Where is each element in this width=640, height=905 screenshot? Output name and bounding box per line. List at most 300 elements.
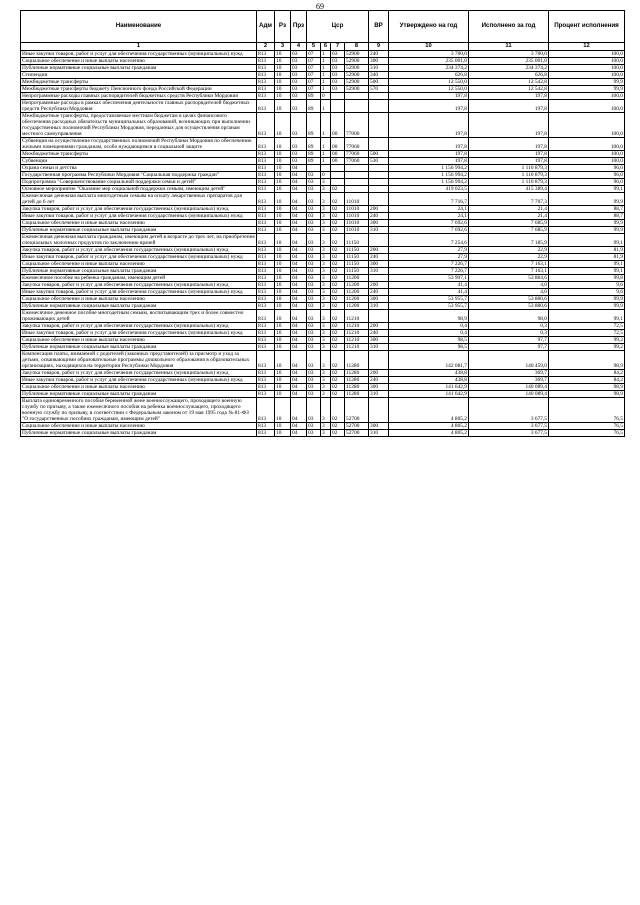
row-name: Социальное обеспечение и иные выплаты населению bbox=[21, 261, 257, 268]
table-row bbox=[21, 330, 625, 337]
row-percent: 100,0 bbox=[549, 65, 625, 72]
row-csr-program: 03 bbox=[307, 186, 321, 193]
row-rz: 10 bbox=[275, 51, 291, 58]
row-percent: 72,5 bbox=[549, 330, 625, 337]
row-percent: 100,0 bbox=[549, 100, 625, 113]
row-csr-subprogram: 1 bbox=[321, 72, 331, 79]
row-vr: 310 bbox=[369, 391, 389, 398]
row-prz: 04 bbox=[291, 186, 307, 193]
row-name: Публичные нормативные социальные выплаты гражданам bbox=[21, 65, 257, 72]
row-name: Иные закупки товаров, работ и услуг для обеспечения государственных (муниципальных) нужд bbox=[21, 213, 257, 220]
row-csr-subprogram: 3 bbox=[321, 282, 331, 289]
table-row bbox=[21, 172, 625, 179]
row-prz: 03 bbox=[291, 86, 307, 93]
row-csr-subprogram: 1 bbox=[321, 138, 331, 151]
row-csr-direction: 11210 bbox=[345, 323, 369, 330]
row-executed: 7 163,1 bbox=[469, 261, 549, 268]
table-row bbox=[21, 430, 625, 437]
table-row bbox=[21, 234, 625, 247]
row-csr-program: 03 bbox=[307, 220, 321, 227]
row-csr-program: 07 bbox=[307, 58, 321, 65]
column-number: 10 bbox=[389, 43, 469, 51]
row-prz: 03 bbox=[291, 93, 307, 100]
row-vr: 240 bbox=[369, 51, 389, 58]
column-number: 8 bbox=[345, 43, 369, 51]
row-adm: 813 bbox=[257, 113, 275, 138]
row-approved: 98,9 bbox=[389, 310, 469, 323]
row-csr-program: 89 bbox=[307, 113, 321, 138]
row-percent: 99,2 bbox=[549, 344, 625, 351]
row-approved: 98,5 bbox=[389, 344, 469, 351]
row-vr: 200 bbox=[369, 206, 389, 213]
row-csr-program: 03 bbox=[307, 323, 321, 330]
table-row bbox=[21, 398, 625, 423]
row-prz: 04 bbox=[291, 391, 307, 398]
row-adm: 813 bbox=[257, 93, 275, 100]
row-executed: 53 880,6 bbox=[469, 296, 549, 303]
row-prz: 04 bbox=[291, 179, 307, 186]
row-csr-event: 02 bbox=[331, 220, 345, 227]
row-executed: 197,8 bbox=[469, 93, 549, 100]
row-csr-event: 02 bbox=[331, 296, 345, 303]
row-percent: 99,1 bbox=[549, 310, 625, 323]
row-vr bbox=[369, 93, 389, 100]
row-csr-program: 07 bbox=[307, 65, 321, 72]
row-vr bbox=[369, 138, 389, 151]
table-row bbox=[21, 423, 625, 430]
row-name: Иные закупки товаров, работ и услуг для обеспечения государственных (муниципальных) нужд bbox=[21, 377, 257, 384]
row-approved: 234 374,2 bbox=[389, 65, 469, 72]
row-percent: 84,2 bbox=[549, 377, 625, 384]
row-executed: 197,8 bbox=[469, 158, 549, 165]
row-csr-direction: 52700 bbox=[345, 430, 369, 437]
row-vr: 500 bbox=[369, 79, 389, 86]
row-csr-program: 03 bbox=[307, 303, 321, 310]
row-vr: 310 bbox=[369, 344, 389, 351]
row-adm: 813 bbox=[257, 430, 275, 437]
row-executed: 0,3 bbox=[469, 323, 549, 330]
row-approved: 197,8 bbox=[389, 100, 469, 113]
row-executed: 53 880,6 bbox=[469, 303, 549, 310]
row-vr bbox=[369, 398, 389, 423]
row-prz: 04 bbox=[291, 234, 307, 247]
row-executed: 1 110 879,3 bbox=[469, 179, 549, 186]
row-csr-program: 03 bbox=[307, 172, 321, 179]
row-executed: 235 001,0 bbox=[469, 58, 549, 65]
row-vr bbox=[369, 113, 389, 138]
row-csr-program: 03 bbox=[307, 384, 321, 391]
row-adm: 813 bbox=[257, 100, 275, 113]
header-rz: Рз bbox=[275, 11, 291, 43]
row-csr-subprogram: 3 bbox=[321, 213, 331, 220]
row-name: Иные закупки товаров, работ и услуг для обеспечения государственных (муниципальных) нужд bbox=[21, 330, 257, 337]
row-csr-direction: 11200 bbox=[345, 289, 369, 296]
row-csr-event: 02 bbox=[331, 268, 345, 275]
row-vr bbox=[369, 193, 389, 206]
row-rz: 10 bbox=[275, 268, 291, 275]
row-percent: 9,6 bbox=[549, 282, 625, 289]
row-percent: 9,6 bbox=[549, 289, 625, 296]
row-approved: 12 550,0 bbox=[389, 79, 469, 86]
row-vr: 300 bbox=[369, 384, 389, 391]
table-header-row bbox=[21, 11, 625, 43]
row-executed: 7 707,3 bbox=[469, 193, 549, 206]
row-csr-event: 02 bbox=[331, 227, 345, 234]
row-csr-subprogram: 3 bbox=[321, 193, 331, 206]
row-percent: 99,9 bbox=[549, 227, 625, 234]
row-csr-direction bbox=[345, 186, 369, 193]
row-csr-subprogram: 1 bbox=[321, 65, 331, 72]
row-adm: 813 bbox=[257, 72, 275, 79]
row-prz: 04 bbox=[291, 337, 307, 344]
column-number: 12 bbox=[549, 43, 625, 51]
row-csr-program: 03 bbox=[307, 261, 321, 268]
row-csr-direction: 11010 bbox=[345, 227, 369, 234]
row-csr-direction: 11280 bbox=[345, 391, 369, 398]
row-percent: 88,7 bbox=[549, 213, 625, 220]
row-approved: 27,9 bbox=[389, 254, 469, 261]
row-adm: 813 bbox=[257, 351, 275, 370]
row-csr-program: 03 bbox=[307, 310, 321, 323]
row-csr-program: 89 bbox=[307, 93, 321, 100]
row-rz: 10 bbox=[275, 289, 291, 296]
row-prz: 04 bbox=[291, 165, 307, 172]
row-percent: 99,2 bbox=[549, 337, 625, 344]
row-csr-event bbox=[331, 100, 345, 113]
row-csr-direction: 77060 bbox=[345, 138, 369, 151]
row-percent: 99,9 bbox=[549, 303, 625, 310]
row-rz: 10 bbox=[275, 310, 291, 323]
row-csr-event: 03 bbox=[331, 72, 345, 79]
row-prz: 03 bbox=[291, 51, 307, 58]
row-csr-direction: 11200 bbox=[345, 296, 369, 303]
row-vr: 200 bbox=[369, 370, 389, 377]
row-csr-event: 02 bbox=[331, 310, 345, 323]
row-approved: 0,4 bbox=[389, 330, 469, 337]
row-rz: 10 bbox=[275, 113, 291, 138]
row-approved: 197,8 bbox=[389, 158, 469, 165]
row-rz: 10 bbox=[275, 220, 291, 227]
row-percent: 96,0 bbox=[549, 172, 625, 179]
row-csr-subprogram: 3 bbox=[321, 186, 331, 193]
table-row bbox=[21, 247, 625, 254]
row-csr-program: 03 bbox=[307, 268, 321, 275]
row-vr: 200 bbox=[369, 247, 389, 254]
row-csr-subprogram: 3 bbox=[321, 303, 331, 310]
row-approved: 7 226,7 bbox=[389, 261, 469, 268]
row-vr: 300 bbox=[369, 261, 389, 268]
row-name: Социальное обеспечение и иные выплаты населению bbox=[21, 384, 257, 391]
row-csr-event: 02 bbox=[331, 282, 345, 289]
row-csr-subprogram: 3 bbox=[321, 234, 331, 247]
row-csr-event: 02 bbox=[331, 186, 345, 193]
row-approved: 197,8 bbox=[389, 93, 469, 100]
row-adm: 813 bbox=[257, 296, 275, 303]
row-name: Иные закупки товаров, работ и услуг для обеспечения государственных (муниципальных) нужд bbox=[21, 51, 257, 58]
row-csr-event: 03 bbox=[331, 65, 345, 72]
row-prz: 04 bbox=[291, 323, 307, 330]
row-executed: 22,9 bbox=[469, 247, 549, 254]
row-approved: 27,9 bbox=[389, 247, 469, 254]
row-name: Субвенции bbox=[21, 158, 257, 165]
row-prz: 04 bbox=[291, 227, 307, 234]
row-csr-program: 03 bbox=[307, 377, 321, 384]
row-executed: 53 884,6 bbox=[469, 275, 549, 282]
row-csr-event: 02 bbox=[331, 213, 345, 220]
row-vr bbox=[369, 310, 389, 323]
table-row bbox=[21, 93, 625, 100]
row-csr-event: 02 bbox=[331, 384, 345, 391]
row-prz: 04 bbox=[291, 370, 307, 377]
row-approved: 3 700,0 bbox=[389, 51, 469, 58]
row-csr-subprogram: 3 bbox=[321, 337, 331, 344]
row-csr-direction: 77000 bbox=[345, 113, 369, 138]
row-adm: 813 bbox=[257, 344, 275, 351]
row-approved: 4 805,2 bbox=[389, 430, 469, 437]
row-adm: 813 bbox=[257, 261, 275, 268]
row-adm: 813 bbox=[257, 370, 275, 377]
table-row bbox=[21, 151, 625, 158]
row-approved: 7 716,7 bbox=[389, 193, 469, 206]
column-number: 1 bbox=[21, 43, 257, 51]
row-vr: 310 bbox=[369, 65, 389, 72]
row-csr-program: 03 bbox=[307, 213, 321, 220]
row-csr-subprogram: 1 bbox=[321, 151, 331, 158]
row-executed: 197,8 bbox=[469, 113, 549, 138]
table-row bbox=[21, 65, 625, 72]
row-rz: 10 bbox=[275, 423, 291, 430]
table-row bbox=[21, 268, 625, 275]
row-name: Закупка товаров, работ и услуг для обеспечения государственных (муниципальных) нужд bbox=[21, 206, 257, 213]
row-vr: 300 bbox=[369, 337, 389, 344]
row-adm: 813 bbox=[257, 213, 275, 220]
table-row bbox=[21, 158, 625, 165]
row-adm: 813 bbox=[257, 193, 275, 206]
row-adm: 813 bbox=[257, 275, 275, 282]
row-vr: 310 bbox=[369, 430, 389, 437]
row-vr bbox=[369, 179, 389, 186]
row-csr-program: 03 bbox=[307, 351, 321, 370]
row-executed: 197,8 bbox=[469, 138, 549, 151]
row-csr-program: 03 bbox=[307, 423, 321, 430]
table-body bbox=[21, 51, 625, 437]
row-executed: 12 542,8 bbox=[469, 86, 549, 93]
row-csr-program: 89 bbox=[307, 158, 321, 165]
row-csr-event: 02 bbox=[331, 275, 345, 282]
row-csr-event: 00 bbox=[331, 138, 345, 151]
row-rz: 10 bbox=[275, 158, 291, 165]
row-prz: 04 bbox=[291, 303, 307, 310]
row-percent: 99,9 bbox=[549, 193, 625, 206]
row-name: Межбюджетные трансферты, предоставляемые местным бюджетам в целях финансового обеспечения расходных обязательств муниципальных образований, возникающих при выполнении государственных полномочий Республики Мордовия, переданных для осуществления органам местного самоуправления bbox=[21, 113, 257, 138]
table-row bbox=[21, 186, 625, 193]
row-name: Публичные нормативные социальные выплаты гражданам bbox=[21, 391, 257, 398]
row-name: Непрограммные расходы в рамках обеспечения деятельности главных распорядителей бюджетных средств Республики Мордовия bbox=[21, 100, 257, 113]
row-prz: 04 bbox=[291, 344, 307, 351]
row-name: Государственная программа Республики Мордовия "Социальная поддержка граждан" bbox=[21, 172, 257, 179]
row-rz: 10 bbox=[275, 65, 291, 72]
row-name: Публичные нормативные социальные выплаты гражданам bbox=[21, 303, 257, 310]
row-executed: 22,9 bbox=[469, 254, 549, 261]
row-prz: 03 bbox=[291, 113, 307, 138]
header-percent: Процент исполнения bbox=[549, 11, 625, 43]
budget-table bbox=[20, 10, 625, 437]
row-approved: 142 081,7 bbox=[389, 351, 469, 370]
row-csr-direction: 52700 bbox=[345, 423, 369, 430]
row-rz: 10 bbox=[275, 165, 291, 172]
row-csr-direction: 11280 bbox=[345, 377, 369, 384]
row-prz: 04 bbox=[291, 310, 307, 323]
column-number: 11 bbox=[469, 43, 549, 51]
row-adm: 813 bbox=[257, 179, 275, 186]
row-adm: 813 bbox=[257, 151, 275, 158]
row-csr-subprogram: 3 bbox=[321, 351, 331, 370]
table-row bbox=[21, 384, 625, 391]
row-name: Охрана семьи и детства bbox=[21, 165, 257, 172]
row-name: Закупка товаров, работ и услуг для обеспечения государственных (муниципальных) нужд bbox=[21, 282, 257, 289]
row-approved: 53 955,7 bbox=[389, 296, 469, 303]
row-executed: 197,8 bbox=[469, 151, 549, 158]
row-adm: 813 bbox=[257, 254, 275, 261]
row-rz: 10 bbox=[275, 303, 291, 310]
table-row bbox=[21, 337, 625, 344]
row-rz: 10 bbox=[275, 172, 291, 179]
row-percent: 99,1 bbox=[549, 186, 625, 193]
row-executed: 7 185,9 bbox=[469, 234, 549, 247]
row-adm: 813 bbox=[257, 323, 275, 330]
column-number: 2 bbox=[257, 43, 275, 51]
row-csr-subprogram: 3 bbox=[321, 220, 331, 227]
row-approved: 197,8 bbox=[389, 151, 469, 158]
row-percent: 99,1 bbox=[549, 261, 625, 268]
row-approved: 438,8 bbox=[389, 377, 469, 384]
row-adm: 813 bbox=[257, 186, 275, 193]
row-prz: 04 bbox=[291, 296, 307, 303]
row-name: Социальное обеспечение и иные выплаты населению bbox=[21, 220, 257, 227]
table-row bbox=[21, 138, 625, 151]
row-csr-direction: 52700 bbox=[345, 398, 369, 423]
row-prz: 04 bbox=[291, 268, 307, 275]
row-csr-program: 03 bbox=[307, 193, 321, 206]
row-csr-subprogram: 3 bbox=[321, 289, 331, 296]
table-row bbox=[21, 206, 625, 213]
row-csr-program: 03 bbox=[307, 179, 321, 186]
row-csr-subprogram: 3 bbox=[321, 384, 331, 391]
row-prz: 04 bbox=[291, 377, 307, 384]
row-csr-event bbox=[331, 172, 345, 179]
row-csr-program: 89 bbox=[307, 151, 321, 158]
row-approved: 141 642,9 bbox=[389, 384, 469, 391]
row-csr-event: 02 bbox=[331, 377, 345, 384]
table-row bbox=[21, 72, 625, 79]
row-executed: 12 542,8 bbox=[469, 79, 549, 86]
row-rz: 10 bbox=[275, 138, 291, 151]
row-rz: 10 bbox=[275, 79, 291, 86]
row-adm: 813 bbox=[257, 165, 275, 172]
row-percent: 99,8 bbox=[549, 275, 625, 282]
row-csr-program: 03 bbox=[307, 275, 321, 282]
row-approved: 41,4 bbox=[389, 289, 469, 296]
table-row bbox=[21, 227, 625, 234]
row-csr-event: 02 bbox=[331, 351, 345, 370]
row-rz: 10 bbox=[275, 377, 291, 384]
row-adm: 813 bbox=[257, 220, 275, 227]
row-csr-program: 89 bbox=[307, 138, 321, 151]
row-executed: 21,4 bbox=[469, 213, 549, 220]
row-rz: 10 bbox=[275, 206, 291, 213]
row-csr-subprogram: 1 bbox=[321, 58, 331, 65]
row-adm: 813 bbox=[257, 384, 275, 391]
row-vr: 240 bbox=[369, 213, 389, 220]
row-percent: 100,0 bbox=[549, 138, 625, 151]
row-rz: 10 bbox=[275, 193, 291, 206]
row-csr-event: 02 bbox=[331, 254, 345, 261]
row-executed: 4,0 bbox=[469, 282, 549, 289]
row-rz: 10 bbox=[275, 430, 291, 437]
row-rz: 10 bbox=[275, 370, 291, 377]
row-percent: 99,1 bbox=[549, 268, 625, 275]
header-adm: Адм bbox=[257, 11, 275, 43]
row-prz: 04 bbox=[291, 398, 307, 423]
row-executed: 197,8 bbox=[469, 100, 549, 113]
row-prz: 03 bbox=[291, 79, 307, 86]
table-row bbox=[21, 344, 625, 351]
row-csr-subprogram: 3 bbox=[321, 430, 331, 437]
row-name: Межбюджетные трансферты bbox=[21, 79, 257, 86]
row-rz: 10 bbox=[275, 254, 291, 261]
row-csr-subprogram: 3 bbox=[321, 179, 331, 186]
header-approved: Утверждено на год bbox=[389, 11, 469, 43]
row-csr-program: 07 bbox=[307, 86, 321, 93]
row-csr-program: 03 bbox=[307, 398, 321, 423]
column-number: 4 bbox=[291, 43, 307, 51]
row-approved: 197,8 bbox=[389, 138, 469, 151]
row-percent: 84,2 bbox=[549, 370, 625, 377]
row-approved: 98,5 bbox=[389, 337, 469, 344]
row-csr-direction: 52900 bbox=[345, 72, 369, 79]
row-approved: 24,1 bbox=[389, 206, 469, 213]
row-csr-direction bbox=[345, 165, 369, 172]
row-csr-program: 07 bbox=[307, 72, 321, 79]
row-executed: 234 374,2 bbox=[469, 65, 549, 72]
row-executed: 140 089,4 bbox=[469, 384, 549, 391]
row-rz: 10 bbox=[275, 227, 291, 234]
row-csr-direction: 52900 bbox=[345, 79, 369, 86]
row-name: Межбюджетные трансферты бюджету Пенсионного фонда Российской Федерации bbox=[21, 86, 257, 93]
row-csr-event: 02 bbox=[331, 391, 345, 398]
row-csr-direction: 11280 bbox=[345, 351, 369, 370]
row-prz: 04 bbox=[291, 206, 307, 213]
row-adm: 813 bbox=[257, 227, 275, 234]
row-prz: 04 bbox=[291, 289, 307, 296]
row-vr bbox=[369, 172, 389, 179]
row-csr-subprogram: 3 bbox=[321, 296, 331, 303]
table-row bbox=[21, 220, 625, 227]
row-csr-direction: 11200 bbox=[345, 282, 369, 289]
row-csr-event bbox=[331, 165, 345, 172]
row-prz: 04 bbox=[291, 254, 307, 261]
page-number: 69 bbox=[316, 2, 324, 11]
row-executed: 1 110 879,3 bbox=[469, 165, 549, 172]
row-approved: 24,1 bbox=[389, 213, 469, 220]
row-percent: 96,0 bbox=[549, 179, 625, 186]
row-csr-direction: 52900 bbox=[345, 58, 369, 65]
row-csr-subprogram: 3 bbox=[321, 423, 331, 430]
row-name: Закупка товаров, работ и услуг для обеспечения государственных (муниципальных) нужд bbox=[21, 247, 257, 254]
row-approved: 53 997,1 bbox=[389, 275, 469, 282]
row-executed: 3 700,0 bbox=[469, 51, 549, 58]
row-approved: 1 156 994,2 bbox=[389, 179, 469, 186]
